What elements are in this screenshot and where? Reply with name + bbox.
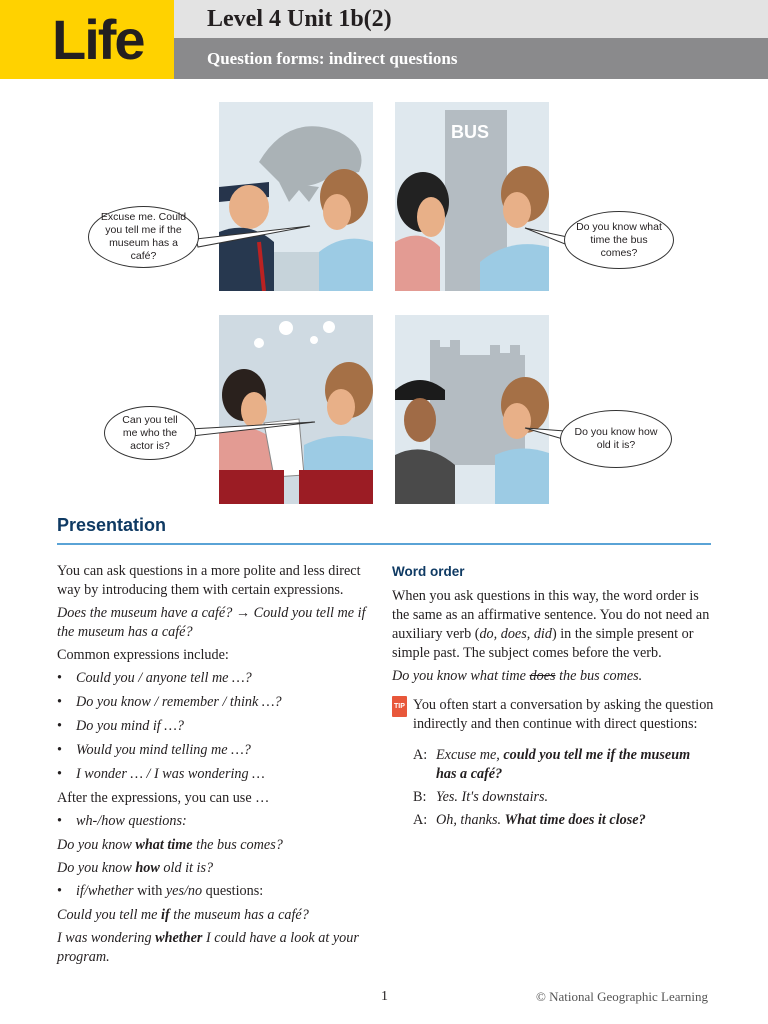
dialog: [392, 746, 714, 830]
speech-bubble-museum: Excuse me. Could you tell me if the museum has a café?: [88, 206, 199, 268]
dialog-line: B: Yes. It's downstairs.: [413, 789, 549, 805]
speech-bubble-bus: Do you know what time the bus comes?: [564, 211, 674, 269]
life-logo: Life: [0, 0, 174, 79]
common-label: Common expressions include:: [57, 647, 229, 663]
page-subtitle: Question forms: indirect questions: [174, 38, 768, 79]
example-transformation: Does the museum have a café? → Could you tell me if the museum has a café?: [57, 605, 366, 640]
word-order-text: When you ask questions in this way, the word order is the same as an affirmative sentence. You do not need an auxiliary verb (do, does, did) in the simple present or simple past. The subject comes before the verb.: [392, 588, 710, 661]
wh-bullet: • wh-/how questions:: [57, 812, 372, 831]
if-example-1: Could you tell me if the museum has a café?: [57, 907, 309, 923]
if-bullet: • if/whether with yes/no questions:: [57, 882, 372, 901]
after-label: After the expressions, you can use …: [57, 790, 270, 806]
copyright: © National Geographic Learning: [536, 989, 708, 1004]
bus-sign-text: BUS: [451, 122, 490, 142]
expression-item: • Could you / anyone tell me …?: [57, 669, 372, 688]
section-heading: Presentation: [57, 515, 167, 535]
section-divider: [57, 543, 711, 545]
word-order-example: Do you know what time does the bus comes.: [392, 668, 643, 684]
dialog-line: A: Excuse me, could you tell me if the museum has a café?: [413, 747, 691, 782]
speech-bubble-castle: Do you know how old it is?: [560, 410, 672, 468]
expression-item: • Do you mind if …?: [57, 717, 372, 736]
right-column: [392, 562, 714, 834]
wh-example-1: Do you know what time the bus comes?: [57, 837, 283, 853]
page-number: 1: [381, 989, 388, 1004]
if-example-2: I was wondering whether I could have a look at your program.: [57, 930, 359, 965]
tip-block: [392, 696, 714, 734]
left-column: [57, 562, 372, 971]
expression-item: • I wonder … / I was wondering …: [57, 765, 372, 784]
speech-bubble-actor: Can you tell me who the actor is?: [104, 406, 196, 460]
word-order-heading: Word order: [392, 564, 465, 579]
wh-example-2: Do you know how old it is?: [57, 860, 214, 876]
page-title: Level 4 Unit 1b(2): [174, 0, 768, 38]
dialog-line: A: Oh, thanks. What time does it close?: [413, 812, 646, 828]
intro-text: You can ask questions in a more polite and less direct way by introducing them with certain expressions.: [57, 563, 361, 598]
tip-text: You often start a conversation by asking the question indirectly and then continue with direct questions:: [413, 697, 714, 732]
expression-item: • Do you know / remember / think …?: [57, 693, 372, 712]
tip-badge: TIP: [392, 696, 407, 717]
expression-item: • Would you mind telling me …?: [57, 741, 372, 760]
